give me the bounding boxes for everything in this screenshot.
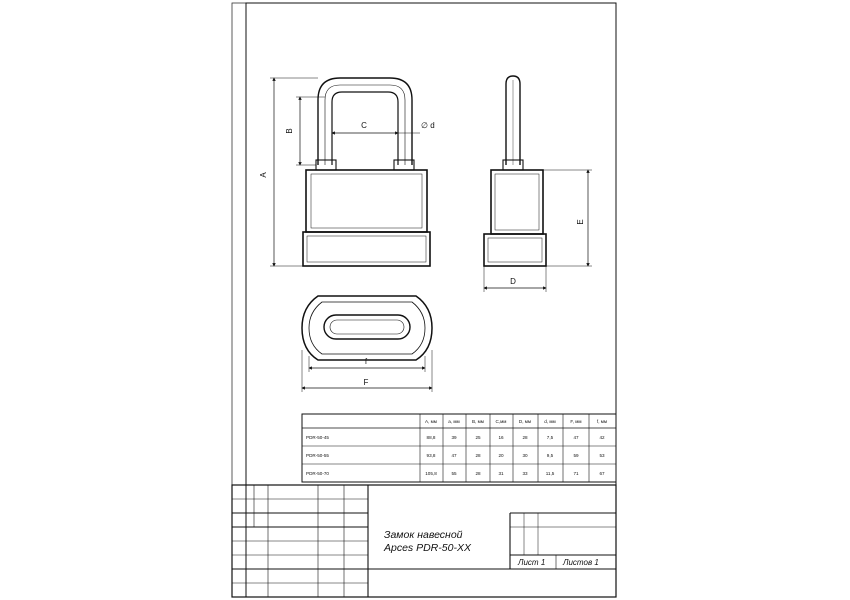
table-cell: 42 bbox=[599, 435, 605, 440]
sheet-frame-inner bbox=[246, 3, 616, 597]
table-header-f: F, мм bbox=[570, 419, 582, 424]
dim-label-a: A bbox=[259, 172, 268, 178]
table-cell: 30 bbox=[522, 453, 528, 458]
table-cell: 47 bbox=[573, 435, 579, 440]
table-cell-model: PDR-50-55 bbox=[306, 453, 329, 458]
dim-label-shackle-dia: ∅ d bbox=[421, 121, 435, 130]
table-header-b: B, мм bbox=[472, 419, 484, 424]
side-body bbox=[491, 170, 543, 234]
table-row bbox=[306, 435, 605, 440]
dim-label-c: C bbox=[361, 121, 367, 130]
sheet-number: Лист 1 bbox=[518, 558, 546, 567]
table-header-a: A, мм bbox=[425, 419, 437, 424]
table-cell: 59 bbox=[573, 453, 579, 458]
table-cell: 53 bbox=[599, 453, 605, 458]
dim-label-b: B bbox=[285, 128, 294, 134]
table-cell: 25 bbox=[475, 435, 481, 440]
sheet-count: Листов 1 bbox=[563, 558, 599, 567]
table-row bbox=[306, 453, 605, 458]
table-cell: 67 bbox=[599, 471, 605, 476]
table-cell: 33 bbox=[522, 471, 528, 476]
side-bottom-cover bbox=[484, 234, 546, 266]
lock-bottom-cover bbox=[303, 232, 430, 266]
collar-left bbox=[316, 160, 336, 170]
bottom-outline-outer bbox=[302, 296, 432, 360]
side-view bbox=[484, 76, 546, 266]
title-block bbox=[232, 485, 616, 597]
table-cell: 105,8 bbox=[425, 471, 437, 476]
table-cell: 16 bbox=[498, 435, 504, 440]
sheet-frame-outer bbox=[232, 3, 616, 597]
front-view bbox=[303, 78, 430, 266]
bottom-outline-inner bbox=[309, 302, 425, 354]
drawing-title-line1: Замок навесной bbox=[384, 529, 463, 541]
table-cell: 20 bbox=[498, 453, 504, 458]
table-cell: 7,5 bbox=[546, 435, 554, 440]
table-cell: 39 bbox=[451, 435, 457, 440]
table-cell: 88,8 bbox=[426, 435, 436, 440]
table-cell: 11,5 bbox=[545, 471, 555, 476]
dim-label-e: E bbox=[576, 219, 585, 225]
dim-label-f-inner: f bbox=[364, 357, 368, 366]
table-header-f-small: f, мм bbox=[596, 419, 608, 424]
table-cell: 55 bbox=[451, 471, 457, 476]
table-cell: 47 bbox=[451, 453, 457, 458]
key-slot bbox=[324, 315, 410, 339]
table-row bbox=[306, 471, 605, 476]
table-cell: 31 bbox=[498, 471, 504, 476]
spec-table bbox=[302, 414, 616, 482]
table-header-a-small: a, мм bbox=[448, 419, 460, 424]
table-cell: 28 bbox=[522, 435, 528, 440]
table-header-d-small: d, мм bbox=[544, 419, 556, 424]
table-cell: 28 bbox=[475, 453, 481, 458]
lock-body-inner bbox=[311, 174, 422, 228]
table-cell: 28 bbox=[475, 471, 481, 476]
bottom-view bbox=[302, 296, 432, 360]
table-header-c: C,мм bbox=[495, 419, 507, 424]
table-cell-model: PDR-50-70 bbox=[306, 471, 329, 476]
table-header-d: D, мм bbox=[518, 419, 532, 424]
dim-label-f-outer: F bbox=[363, 378, 369, 387]
table-cell-model: PDR-50-45 bbox=[306, 435, 329, 440]
lock-body bbox=[306, 170, 427, 232]
table-cell: 93,8 bbox=[426, 453, 436, 458]
side-dimensions bbox=[484, 170, 592, 292]
dim-label-d: D bbox=[510, 277, 516, 286]
collar-right bbox=[394, 160, 414, 170]
table-cell: 71 bbox=[573, 471, 579, 476]
table-cell: 9,5 bbox=[546, 453, 554, 458]
drawing-title-line2: Арсеs PDR-50-XX bbox=[384, 542, 471, 554]
